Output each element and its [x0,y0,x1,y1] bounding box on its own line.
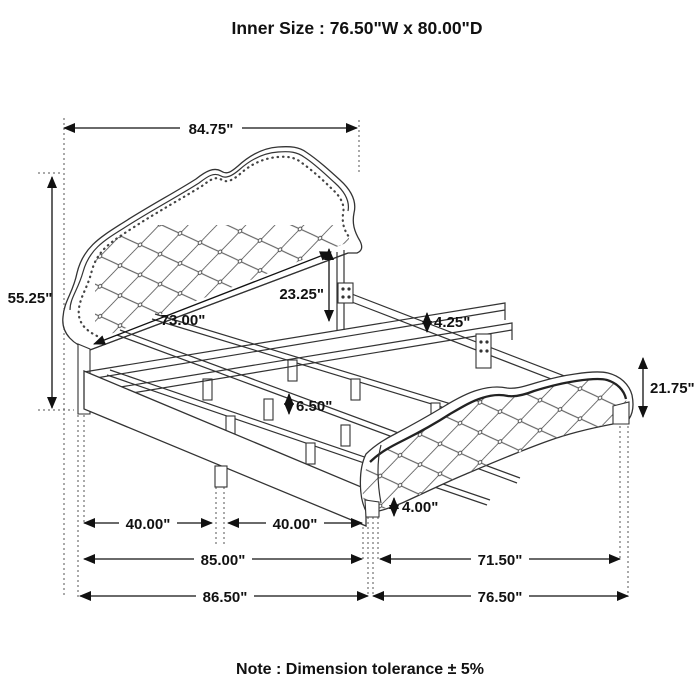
dim-support-leg-height [289,394,332,415]
dim-footboard-overall [373,587,628,606]
dim-headboard-inner-width-label: 73.00" [160,312,206,329]
dim-rail-gap [427,313,470,332]
footboard [355,370,635,517]
footboard-front-leg [365,500,379,517]
left-side-rail [84,371,366,526]
tolerance-note: Note : Dimension tolerance ± 5% [236,661,484,678]
dim-footboard-overall-label: 76.50" [477,589,523,606]
dim-support-leg-height-label: 6.50" [296,398,333,415]
dim-span-foot [228,514,362,533]
dim-span-foot-label: 40.00" [272,516,318,533]
dim-frame-length-label: 85.00" [200,552,246,569]
dim-inner-length [380,550,620,569]
dim-overall-length-label: 86.50" [202,589,248,606]
page-title: Inner Size : 76.50"W x 80.00"D [231,18,483,38]
dim-footboard-leg-height-label: 4.00" [402,499,439,516]
dim-footboard-height-label: 21.75" [650,380,695,397]
dim-inner-length-label: 71.50" [477,552,523,569]
footboard-back-leg [613,402,629,424]
headboard-bracket [338,283,353,303]
dim-panel-height-label: 23.25" [279,286,324,303]
dim-headboard-width-label: 84.75" [188,121,234,138]
dim-headboard-height-label: 55.25" [7,290,53,307]
dim-overall-length [80,587,368,606]
dimensions [8,119,695,606]
side-rail-center-leg [215,466,227,487]
dim-headboard-height [8,177,53,408]
headboard [63,147,362,414]
dim-frame-length [84,550,362,569]
dim-span-head-label: 40.00" [125,516,171,533]
center-bracket [476,334,491,368]
dim-span-head [84,514,212,533]
dim-rail-gap-label: 4.25" [434,314,471,331]
dim-footboard-height [643,358,695,417]
dim-headboard-width [64,119,357,138]
